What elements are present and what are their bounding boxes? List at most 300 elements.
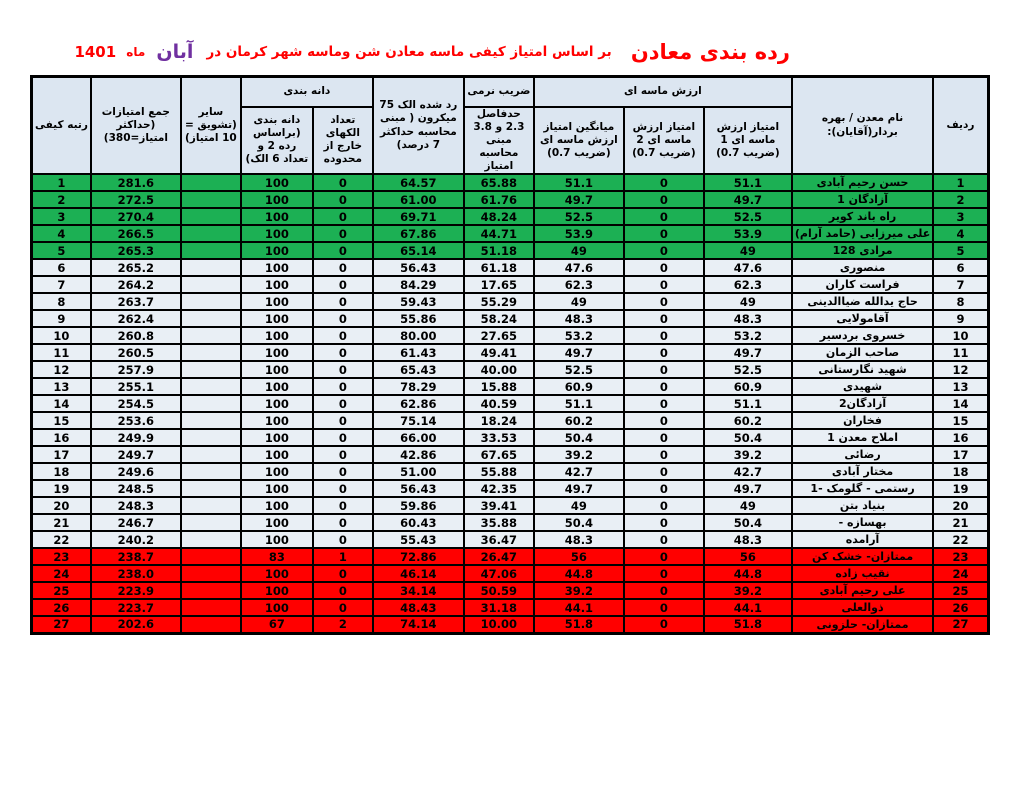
sand-value-1-cell: 49.7 xyxy=(704,480,792,497)
sieve75-cell: 64.57 xyxy=(373,174,464,191)
total-cell: 248.5 xyxy=(91,480,181,497)
sieve75-cell: 65.14 xyxy=(373,242,464,259)
quality-rank-cell: 5 xyxy=(32,242,91,259)
sieves-out-cell: 0 xyxy=(313,225,373,242)
sieves-out-cell: 0 xyxy=(313,344,373,361)
grading-cell: 100 xyxy=(241,429,313,446)
other-cell xyxy=(181,412,241,429)
sieve75-cell: 42.86 xyxy=(373,446,464,463)
sieves-out-cell: 0 xyxy=(313,259,373,276)
other-cell xyxy=(181,582,241,599)
quality-rank-cell: 17 xyxy=(32,446,91,463)
grading-cell: 100 xyxy=(241,378,313,395)
total-cell: 249.9 xyxy=(91,429,181,446)
sand-value-avg-cell: 49 xyxy=(534,242,624,259)
quality-rank-cell: 25 xyxy=(32,582,91,599)
grading-cell: 100 xyxy=(241,208,313,225)
header-fineness-top: ضریب نرمی xyxy=(464,77,534,107)
other-cell xyxy=(181,208,241,225)
quality-rank-cell: 21 xyxy=(32,514,91,531)
sand-value-1-cell: 62.3 xyxy=(704,276,792,293)
table-body xyxy=(32,174,989,633)
other-cell xyxy=(181,191,241,208)
sand-value-2-cell: 0 xyxy=(624,208,704,225)
sieves-out-cell: 0 xyxy=(313,565,373,582)
sieves-out-cell: 0 xyxy=(313,531,373,548)
sand-value-2-cell: 0 xyxy=(624,599,704,616)
sand-value-avg-cell: 56 xyxy=(534,548,624,565)
row-number-cell: 17 xyxy=(933,446,988,463)
other-cell xyxy=(181,531,241,548)
sand-value-avg-cell: 50.4 xyxy=(534,429,624,446)
fineness-cell: 48.24 xyxy=(464,208,534,225)
other-cell xyxy=(181,361,241,378)
sieves-out-cell: 1 xyxy=(313,548,373,565)
table-row xyxy=(32,616,989,633)
fineness-cell: 18.24 xyxy=(464,412,534,429)
grading-cell: 100 xyxy=(241,310,313,327)
total-cell: 238.0 xyxy=(91,565,181,582)
sand-value-2-cell: 0 xyxy=(624,378,704,395)
other-cell xyxy=(181,480,241,497)
mine-name-cell: مرادی 128 xyxy=(792,242,933,259)
row-number-cell: 7 xyxy=(933,276,988,293)
fineness-cell: 44.71 xyxy=(464,225,534,242)
quality-rank-cell: 1 xyxy=(32,174,91,191)
row-number-cell: 23 xyxy=(933,548,988,565)
sand-value-2-cell: 0 xyxy=(624,616,704,633)
fineness-cell: 15.88 xyxy=(464,378,534,395)
sieve75-cell: 55.43 xyxy=(373,531,464,548)
total-cell: 263.7 xyxy=(91,293,181,310)
row-number-cell: 13 xyxy=(933,378,988,395)
ranking-table xyxy=(30,75,990,635)
mine-name-cell: آرامده xyxy=(792,531,933,548)
other-cell xyxy=(181,565,241,582)
sand-value-1-cell: 49.7 xyxy=(704,344,792,361)
quality-rank-cell: 27 xyxy=(32,616,91,633)
sieves-out-cell: 0 xyxy=(313,429,373,446)
sand-value-avg-cell: 49.7 xyxy=(534,344,624,361)
sand-value-2-cell: 0 xyxy=(624,412,704,429)
grading-cell: 83 xyxy=(241,548,313,565)
table-row xyxy=(32,208,989,225)
mine-name-cell: بنیاد بتن xyxy=(792,497,933,514)
sieve75-cell: 72.86 xyxy=(373,548,464,565)
sand-value-avg-cell: 49.7 xyxy=(534,191,624,208)
sieve75-cell: 46.14 xyxy=(373,565,464,582)
row-number-cell: 19 xyxy=(933,480,988,497)
table-row xyxy=(32,412,989,429)
sieve75-cell: 75.14 xyxy=(373,412,464,429)
table-row xyxy=(32,497,989,514)
row-number-cell: 4 xyxy=(933,225,988,242)
sand-value-2-cell: 0 xyxy=(624,497,704,514)
sieves-out-cell: 0 xyxy=(313,310,373,327)
table-row xyxy=(32,395,989,412)
mine-name-cell: خسروی بردسیر xyxy=(792,327,933,344)
fineness-cell: 35.88 xyxy=(464,514,534,531)
sand-value-1-cell: 50.4 xyxy=(704,514,792,531)
other-cell xyxy=(181,548,241,565)
title-year: 1401 xyxy=(74,43,117,61)
header-quality-rank: رتبه کیفی xyxy=(32,77,91,175)
other-cell xyxy=(181,225,241,242)
table-row xyxy=(32,429,989,446)
header-grading-group: دانه بندی xyxy=(241,77,373,107)
mine-name-cell: حسن رحیم آبادی xyxy=(792,174,933,191)
mine-name-cell: نقیب زاده xyxy=(792,565,933,582)
mine-name-cell: آقامولایی xyxy=(792,310,933,327)
sand-value-2-cell: 0 xyxy=(624,395,704,412)
title-main: رده بندی معادن xyxy=(630,40,790,64)
fineness-cell: 17.65 xyxy=(464,276,534,293)
table-row xyxy=(32,361,989,378)
quality-rank-cell: 23 xyxy=(32,548,91,565)
mine-name-cell: راه باند کویر xyxy=(792,208,933,225)
table-row xyxy=(32,480,989,497)
mine-name-cell: حاج یدالله ضیاالدینی xyxy=(792,293,933,310)
sand-value-avg-cell: 51.1 xyxy=(534,174,624,191)
fineness-cell: 40.00 xyxy=(464,361,534,378)
row-number-cell: 1 xyxy=(933,174,988,191)
mine-name-cell: منصوری xyxy=(792,259,933,276)
sand-value-1-cell: 52.5 xyxy=(704,361,792,378)
sieves-out-cell: 0 xyxy=(313,191,373,208)
sieve75-cell: 84.29 xyxy=(373,276,464,293)
sieves-out-cell: 0 xyxy=(313,242,373,259)
sieves-out-cell: 0 xyxy=(313,395,373,412)
table-header xyxy=(32,77,989,175)
sand-value-1-cell: 56 xyxy=(704,548,792,565)
quality-rank-cell: 20 xyxy=(32,497,91,514)
grading-cell: 100 xyxy=(241,174,313,191)
row-number-cell: 11 xyxy=(933,344,988,361)
mine-name-cell: ذوالعلی xyxy=(792,599,933,616)
quality-rank-cell: 14 xyxy=(32,395,91,412)
other-cell xyxy=(181,276,241,293)
table-row xyxy=(32,310,989,327)
mine-name-cell: رضائی xyxy=(792,446,933,463)
total-cell: 238.7 xyxy=(91,548,181,565)
sand-value-avg-cell: 44.1 xyxy=(534,599,624,616)
sieve75-cell: 61.00 xyxy=(373,191,464,208)
sieve75-cell: 74.14 xyxy=(373,616,464,633)
table-row xyxy=(32,242,989,259)
sand-value-2-cell: 0 xyxy=(624,582,704,599)
sieve75-cell: 56.43 xyxy=(373,480,464,497)
table-row xyxy=(32,514,989,531)
grading-cell: 100 xyxy=(241,565,313,582)
table-row xyxy=(32,565,989,582)
mine-name-cell: مختار آبادی xyxy=(792,463,933,480)
grading-cell: 100 xyxy=(241,361,313,378)
sand-value-1-cell: 49 xyxy=(704,242,792,259)
fineness-cell: 40.59 xyxy=(464,395,534,412)
total-cell: 262.4 xyxy=(91,310,181,327)
grading-cell: 100 xyxy=(241,412,313,429)
sieve75-cell: 62.86 xyxy=(373,395,464,412)
row-number-cell: 18 xyxy=(933,463,988,480)
fineness-cell: 10.00 xyxy=(464,616,534,633)
other-cell xyxy=(181,310,241,327)
sand-value-2-cell: 0 xyxy=(624,531,704,548)
sand-value-1-cell: 50.4 xyxy=(704,429,792,446)
grading-cell: 100 xyxy=(241,327,313,344)
mine-name-cell: ممتازان- خشک کن xyxy=(792,548,933,565)
mine-name-cell: شهید نگارستانی xyxy=(792,361,933,378)
row-number-cell: 5 xyxy=(933,242,988,259)
header-sand-value-avg: میانگین امتیاز ارزش ماسه ای (ضریب 0.7) xyxy=(534,107,624,175)
sieves-out-cell: 0 xyxy=(313,446,373,463)
sand-value-avg-cell: 52.5 xyxy=(534,208,624,225)
header-sand-value-group: ارزش ماسه ای xyxy=(534,77,792,107)
grading-cell: 100 xyxy=(241,497,313,514)
title-month-label: ماه xyxy=(126,45,146,59)
sand-value-avg-cell: 53.9 xyxy=(534,225,624,242)
fineness-cell: 42.35 xyxy=(464,480,534,497)
mine-name-cell: املاح معدن 1 xyxy=(792,429,933,446)
sand-value-2-cell: 0 xyxy=(624,344,704,361)
sand-value-avg-cell: 42.7 xyxy=(534,463,624,480)
sand-value-1-cell: 44.8 xyxy=(704,565,792,582)
sand-value-1-cell: 52.5 xyxy=(704,208,792,225)
sand-value-avg-cell: 48.3 xyxy=(534,310,624,327)
grading-cell: 100 xyxy=(241,582,313,599)
total-cell: 249.6 xyxy=(91,463,181,480)
table-row xyxy=(32,446,989,463)
grading-cell: 100 xyxy=(241,276,313,293)
quality-rank-cell: 19 xyxy=(32,480,91,497)
fineness-cell: 47.06 xyxy=(464,565,534,582)
grading-cell: 100 xyxy=(241,242,313,259)
table-row xyxy=(32,191,989,208)
table-row xyxy=(32,276,989,293)
quality-rank-cell: 7 xyxy=(32,276,91,293)
row-number-cell: 14 xyxy=(933,395,988,412)
other-cell xyxy=(181,616,241,633)
other-cell xyxy=(181,395,241,412)
sieves-out-cell: 0 xyxy=(313,378,373,395)
sand-value-2-cell: 0 xyxy=(624,446,704,463)
sand-value-2-cell: 0 xyxy=(624,514,704,531)
sieves-out-cell: 0 xyxy=(313,463,373,480)
grading-cell: 100 xyxy=(241,395,313,412)
mine-name-cell: فراست کاران xyxy=(792,276,933,293)
sand-value-avg-cell: 39.2 xyxy=(534,446,624,463)
total-cell: 248.3 xyxy=(91,497,181,514)
total-cell: 270.4 xyxy=(91,208,181,225)
sand-value-2-cell: 0 xyxy=(624,463,704,480)
grading-cell: 100 xyxy=(241,344,313,361)
sieves-out-cell: 0 xyxy=(313,480,373,497)
fineness-cell: 26.47 xyxy=(464,548,534,565)
sand-value-avg-cell: 52.5 xyxy=(534,361,624,378)
quality-rank-cell: 9 xyxy=(32,310,91,327)
total-cell: 266.5 xyxy=(91,225,181,242)
mine-name-cell: صاحب الزمان xyxy=(792,344,933,361)
row-number-cell: 16 xyxy=(933,429,988,446)
mine-name-cell: رستمی - گلومک -1 xyxy=(792,480,933,497)
fineness-cell: 61.18 xyxy=(464,259,534,276)
fineness-cell: 39.41 xyxy=(464,497,534,514)
total-cell: 249.7 xyxy=(91,446,181,463)
other-cell xyxy=(181,259,241,276)
fineness-cell: 55.29 xyxy=(464,293,534,310)
fineness-cell: 51.18 xyxy=(464,242,534,259)
sand-value-2-cell: 0 xyxy=(624,565,704,582)
sieves-out-cell: 0 xyxy=(313,327,373,344)
sand-value-2-cell: 0 xyxy=(624,480,704,497)
sieve75-cell: 61.43 xyxy=(373,344,464,361)
header-sieves-out: تعداد الکهای خارج از محدوده xyxy=(313,107,373,175)
quality-rank-cell: 26 xyxy=(32,599,91,616)
quality-rank-cell: 6 xyxy=(32,259,91,276)
title-month: آبان xyxy=(156,41,194,63)
table-row xyxy=(32,378,989,395)
fineness-cell: 27.65 xyxy=(464,327,534,344)
sand-value-1-cell: 51.8 xyxy=(704,616,792,633)
sieve75-cell: 60.43 xyxy=(373,514,464,531)
other-cell xyxy=(181,514,241,531)
total-cell: 265.2 xyxy=(91,259,181,276)
sand-value-avg-cell: 49.7 xyxy=(534,480,624,497)
header-mine-name: نام معدن / بهره بردار(آقایان): xyxy=(792,77,933,175)
sand-value-avg-cell: 49 xyxy=(534,497,624,514)
fineness-cell: 61.76 xyxy=(464,191,534,208)
title-sub: بر اساس امتیاز کیفی ماسه معادن شن وماسه شهر کرمان در xyxy=(206,44,612,60)
total-cell: 260.5 xyxy=(91,344,181,361)
other-cell xyxy=(181,344,241,361)
row-number-cell: 20 xyxy=(933,497,988,514)
row-number-cell: 10 xyxy=(933,327,988,344)
sand-value-2-cell: 0 xyxy=(624,429,704,446)
row-number-cell: 24 xyxy=(933,565,988,582)
total-cell: 260.8 xyxy=(91,327,181,344)
header-other: سایر (تشویق = 10 امتیاز) xyxy=(181,77,241,175)
total-cell: 281.6 xyxy=(91,174,181,191)
other-cell xyxy=(181,446,241,463)
total-cell: 223.7 xyxy=(91,599,181,616)
sand-value-1-cell: 39.2 xyxy=(704,446,792,463)
sieve75-cell: 78.29 xyxy=(373,378,464,395)
quality-rank-cell: 12 xyxy=(32,361,91,378)
sieves-out-cell: 0 xyxy=(313,276,373,293)
grading-cell: 100 xyxy=(241,514,313,531)
other-cell xyxy=(181,599,241,616)
other-cell xyxy=(181,378,241,395)
sand-value-1-cell: 42.7 xyxy=(704,463,792,480)
sand-value-1-cell: 53.2 xyxy=(704,327,792,344)
page-title xyxy=(74,40,790,64)
table-row xyxy=(32,531,989,548)
sand-value-avg-cell: 51.1 xyxy=(534,395,624,412)
other-cell xyxy=(181,293,241,310)
table-row xyxy=(32,599,989,616)
quality-rank-cell: 13 xyxy=(32,378,91,395)
row-number-cell: 2 xyxy=(933,191,988,208)
grading-cell: 67 xyxy=(241,616,313,633)
fineness-cell: 65.88 xyxy=(464,174,534,191)
other-cell xyxy=(181,497,241,514)
sand-value-avg-cell: 50.4 xyxy=(534,514,624,531)
total-cell: 254.5 xyxy=(91,395,181,412)
quality-rank-cell: 22 xyxy=(32,531,91,548)
total-cell: 265.3 xyxy=(91,242,181,259)
header-sand-value-1: امتیاز ارزش ماسه ای 1 (ضریب 0.7) xyxy=(704,107,792,175)
sand-value-2-cell: 0 xyxy=(624,174,704,191)
sieve75-cell: 56.43 xyxy=(373,259,464,276)
table-row xyxy=(32,344,989,361)
row-number-cell: 9 xyxy=(933,310,988,327)
header-sand-value-2: امتیاز ارزش ماسه ای 2 (ضریب 0.7) xyxy=(624,107,704,175)
sieve75-cell: 67.86 xyxy=(373,225,464,242)
sieve75-cell: 66.00 xyxy=(373,429,464,446)
row-number-cell: 27 xyxy=(933,616,988,633)
sand-value-2-cell: 0 xyxy=(624,310,704,327)
quality-rank-cell: 3 xyxy=(32,208,91,225)
other-cell xyxy=(181,463,241,480)
table-row xyxy=(32,582,989,599)
fineness-cell: 49.41 xyxy=(464,344,534,361)
row-number-cell: 21 xyxy=(933,514,988,531)
sand-value-avg-cell: 51.8 xyxy=(534,616,624,633)
sand-value-avg-cell: 60.2 xyxy=(534,412,624,429)
grading-cell: 100 xyxy=(241,191,313,208)
total-cell: 257.9 xyxy=(91,361,181,378)
grading-cell: 100 xyxy=(241,480,313,497)
row-number-cell: 22 xyxy=(933,531,988,548)
quality-rank-cell: 24 xyxy=(32,565,91,582)
sand-value-avg-cell: 53.2 xyxy=(534,327,624,344)
quality-rank-cell: 10 xyxy=(32,327,91,344)
sand-value-1-cell: 60.2 xyxy=(704,412,792,429)
sand-value-avg-cell: 48.3 xyxy=(534,531,624,548)
quality-rank-cell: 8 xyxy=(32,293,91,310)
sieves-out-cell: 2 xyxy=(313,616,373,633)
quality-rank-cell: 16 xyxy=(32,429,91,446)
mine-name-cell: علی رحیم آبادی xyxy=(792,582,933,599)
mine-name-cell: ممتازان- حلزونی xyxy=(792,616,933,633)
total-cell: 246.7 xyxy=(91,514,181,531)
sand-value-2-cell: 0 xyxy=(624,242,704,259)
sand-value-1-cell: 44.1 xyxy=(704,599,792,616)
grading-cell: 100 xyxy=(241,531,313,548)
fineness-cell: 33.53 xyxy=(464,429,534,446)
sieves-out-cell: 0 xyxy=(313,582,373,599)
sand-value-2-cell: 0 xyxy=(624,191,704,208)
row-number-cell: 6 xyxy=(933,259,988,276)
quality-rank-cell: 15 xyxy=(32,412,91,429)
row-number-cell: 8 xyxy=(933,293,988,310)
total-cell: 202.6 xyxy=(91,616,181,633)
fineness-cell: 58.24 xyxy=(464,310,534,327)
grading-cell: 100 xyxy=(241,463,313,480)
mine-name-cell: فخاران xyxy=(792,412,933,429)
sand-value-1-cell: 47.6 xyxy=(704,259,792,276)
sand-value-1-cell: 51.1 xyxy=(704,395,792,412)
header-fineness-sub: حدفاصل 2.3 و 3.8 مبنی محاسبه امتیاز xyxy=(464,107,534,175)
sand-value-2-cell: 0 xyxy=(624,276,704,293)
total-cell: 253.6 xyxy=(91,412,181,429)
sieves-out-cell: 0 xyxy=(313,599,373,616)
table-row xyxy=(32,463,989,480)
sieves-out-cell: 0 xyxy=(313,208,373,225)
fineness-cell: 31.18 xyxy=(464,599,534,616)
total-cell: 240.2 xyxy=(91,531,181,548)
sand-value-2-cell: 0 xyxy=(624,548,704,565)
fineness-cell: 67.65 xyxy=(464,446,534,463)
